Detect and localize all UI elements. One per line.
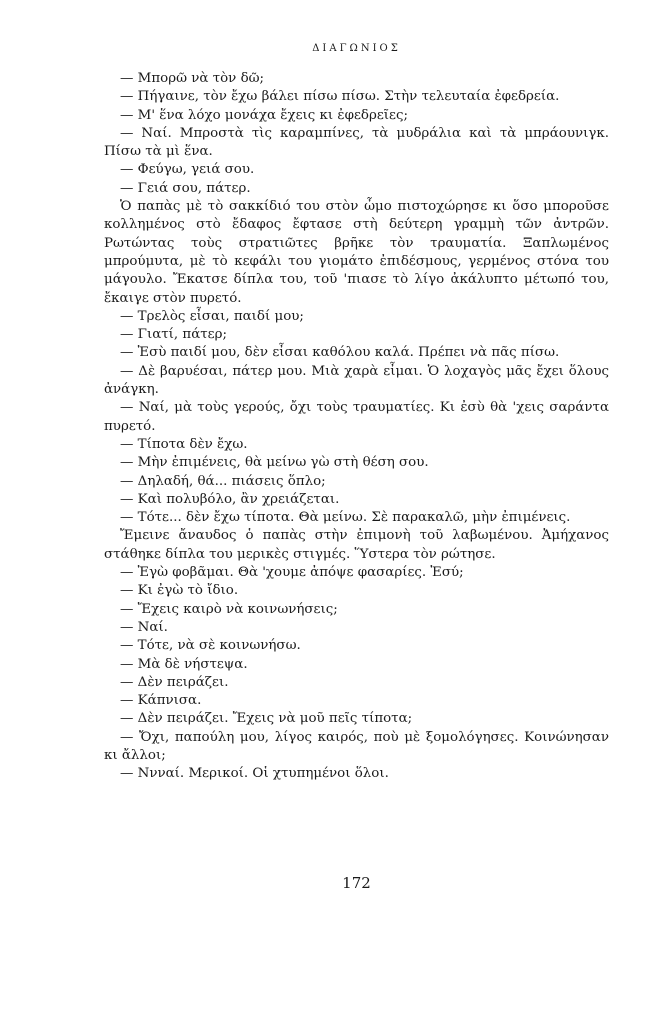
narrative-paragraph: Ὁ παπὰς μὲ τὸ σακκίδιό του στὸν ὦμο πιστοχώρησε κι ὅσο μποροῦσε κολλημένος στὸ ἔδαφος ἔφτασε στὴ δεύτερη γραμμὴ τῶν ἀντρῶν. Ρωτώντας τοὺς στρατιῶτες βρῆκε τὸν τραυματία. Ξαπλωμένος μπρούμυτα, μὲ τὸ κεφάλι του γιομάτο ἐπιδέσμους, γερμένος στόνα του μάγουλο. Ἔκατσε δίπλα του, τοῦ 'πιασε τὸ λίγο ἀκάλυπτο μέτωπό του, ἔκαιγε στὸν πυρετό.	[104, 199, 609, 306]
dialogue-line: — Τρελὸς εἶσαι, παιδί μου;	[120, 308, 304, 324]
dialogue-line: — Φεύγω, γειά σου.	[120, 162, 255, 178]
dialogue-line: — Δὲν πειράζει.	[120, 674, 229, 690]
running-head: ΔΙΑΓΩΝΙΟΣ	[312, 43, 401, 54]
dialogue-line: — Πήγαινε, τὸν ἔχω βάλει πίσω πίσω. Στὴν τελευταία ἐφεδρεία.	[120, 89, 560, 105]
dialogue-line: — Τίποτα δὲν ἔχω.	[120, 436, 248, 452]
dialogue-line: — Κάπνισα.	[120, 693, 202, 709]
dialogue-line: — Μὴν ἐπιμένεις, θὰ μείνω γὼ στὴ θέση σου.	[120, 455, 429, 471]
dialogue-line: — Ναί. Μπροστὰ τὶς καραμπίνες, τὰ μυδράλια καὶ τὰ μπράουνιγκ. Πίσω τὰ μὶ ἕνα.	[104, 125, 609, 160]
dialogue-line: — Ἐσὺ παιδί μου, δὲν εἶσαι καθόλου καλά. Πρέπει νὰ πᾶς πίσω.	[120, 345, 560, 361]
dialogue-line: — Ὄχι, παπούλη μου, λίγος καιρός, ποὺ μὲ ξομολόγησες. Κοινώνησαν κι ἄλλοι;	[104, 729, 609, 763]
dialogue-line: — Μὰ δὲ νήστεψα.	[120, 656, 248, 672]
dialogue-line: — Μ' ἕνα λόχο μονάχα ἔχεις κι ἐφεδρεῖες;	[120, 107, 408, 123]
book-page	[104, 0, 609, 1024]
dialogue-line: — Δὲν πειράζει. Ἔχεις νὰ μοῦ πεῖς τίποτα;	[120, 711, 413, 727]
dialogue-line: — Ἔχεις καιρὸ νὰ κοινωνήσεις;	[120, 601, 338, 617]
dialogue-line: — Ννναί. Μερικοί. Οἱ χτυπημένοι ὅλοι.	[120, 766, 389, 782]
dialogue-line: — Τότε... δὲν ἔχω τίποτα. Θὰ μείνω. Σὲ παρακαλῶ, μὴν ἐπιμένεις.	[120, 510, 571, 526]
page-number: 172	[342, 874, 371, 892]
narrative-paragraph: Ἔμεινε ἄναυδος ὁ παπὰς στὴν ἐπιμονὴ τοῦ λαβωμένου. Ἀμήχανος στάθηκε δίπλα του μερικὲς στιγμές. Ὕστερα τὸν ρώτησε.	[104, 528, 609, 562]
dialogue-line: — Κι ἐγὼ τὸ ἴδιο.	[120, 583, 239, 599]
dialogue-line: — Γιατί, πάτερ;	[120, 327, 227, 343]
dialogue-line: — Καὶ πολυβόλο, ἂν χρειάζεται.	[120, 491, 340, 507]
body-text	[104, 70, 609, 784]
dialogue-line: — Δὲ βαρυέσαι, πάτερ μου. Μιὰ χαρὰ εἶμαι. Ὁ λοχαγὸς μᾶς ἔχει ὅλους ἀνάγκη.	[104, 363, 609, 398]
dialogue-line: — Ναί, μὰ τοὺς γερούς, ὄχι τοὺς τραυματίες. Κι ἐσὺ θὰ 'χεις σαράντα πυρετό.	[104, 400, 609, 434]
dialogue-line: — Δηλαδή, θά... πιάσεις ὅπλο;	[120, 473, 326, 489]
dialogue-line: — Ναί.	[120, 619, 168, 635]
dialogue-line: — Τότε, νὰ σὲ κοινωνήσω.	[120, 638, 301, 654]
dialogue-line: — Μπορῶ νὰ τὸν δῶ;	[120, 71, 265, 86]
dialogue-line: — Γειά σου, πάτερ.	[120, 180, 251, 196]
dialogue-line: — Ἐγὼ φοβᾶμαι. Θὰ 'χουμε ἀπόψε φασαρίες. Ἐσύ;	[120, 565, 464, 581]
